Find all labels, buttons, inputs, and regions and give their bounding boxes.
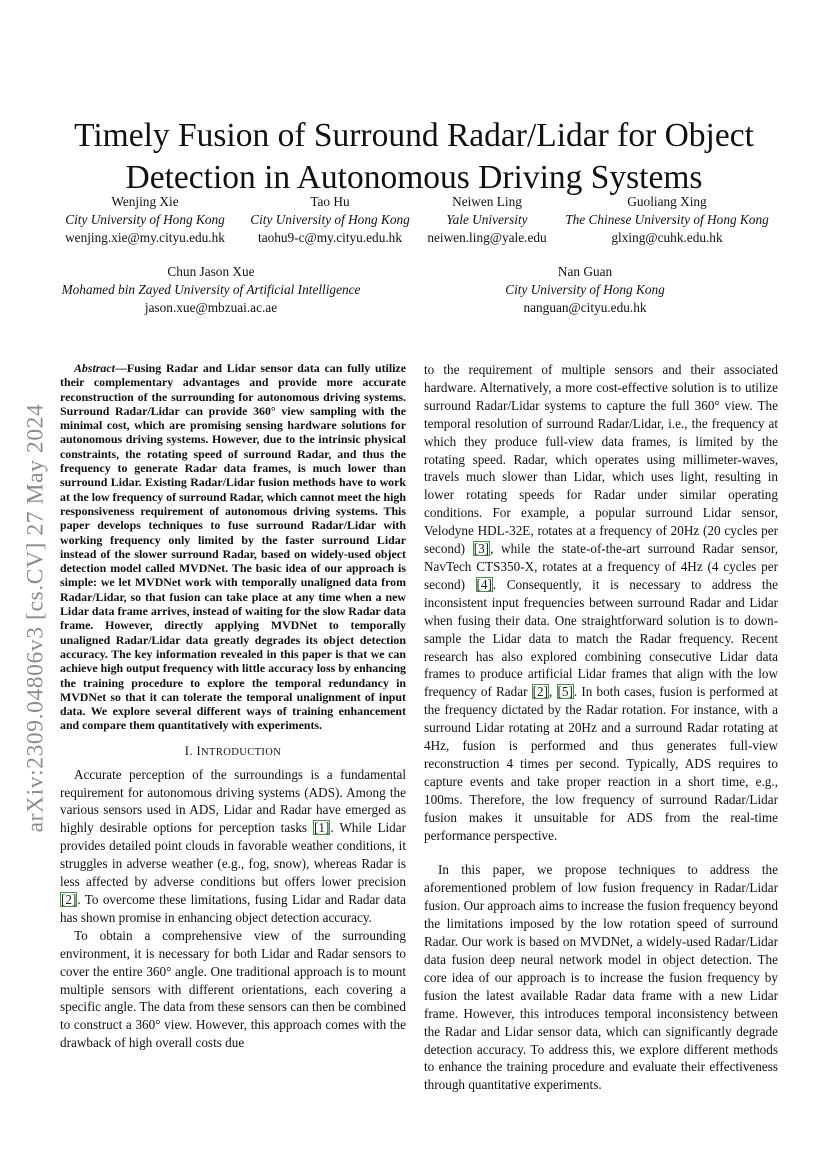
abstract-text: —Fusing Radar and Lidar sensor data can fully utilize their complementary advantages and provide more accurate reconstruction of the surrounding for autonomous driving systems. Surround Radar/Lidar can provide 360° view sampling with the minimal cost, which are promising sensing hardware solutions for autonomous driving systems. However, due to the intrinsic physical constraints, the rotating speed of surround Radar, and thus the frequency to generate Radar data frames, is much lower than surround Lidar. Existing Radar/Lidar fusion methods have to work at the low frequency of surround Radar, which cannot meet the high responsiveness requirement of autonomous driving systems. This paper develops techniques to fuse surround Radar/Lidar with working frequency only limited by the faster surround Lidar instead of the slower surround Radar, based on widely-used object detection model called MVDNet. The basic idea of our approach is simple: we let MVDNet work with temporally unaligned data from Radar/Lidar, so that fusion can take place at any time when a new Lidar data frame arrives, instead of waiting for the slow Radar data frame. However, directly applying MVDNet to temporally unaligned Radar/Lidar data greatly degrades its object detection accuracy. The key information revealed in this paper is that we can achieve high output frequency with little accuracy loss by enhancing the training procedure to explore the temporal redundancy in MVDNet so that it can tolerate the temporal unalignment of input data. We explore several different ways of training enhancement and compare them quantitatively with experiments. — [60, 361, 406, 733]
citation-link[interactable]: [1] — [313, 820, 330, 836]
author-block — [554, 193, 780, 247]
citation-link[interactable]: [4] — [476, 576, 492, 592]
arxiv-identifier: arXiv:2309.04806v3 [cs.CV] 27 May 2024 — [22, 403, 48, 832]
author-name: Wenjing Xie — [111, 194, 179, 209]
intro-paragraph: Accurate perception of the surroundings is a fundamental requirement for autonomous driving systems (ADS). Among the various sensors used in ADS, Lidar and Radar have emerged as highly desirable options for perception tasks [1]. While Lidar provides detailed point clouds in favorable weather conditions, it struggles in adverse weather (e.g., fog, snow), whereas Radar is less affected by adverse conditions but offers lower precision [2]. To overcome these limitations, fusing Lidar and Radar data has shown promise in enhancing object detection accuracy. — [60, 766, 407, 925]
author-affiliation: City University of Hong Kong — [250, 212, 410, 227]
citation-link[interactable]: [2] — [532, 684, 549, 700]
body-paragraph: to the requirement of multiple sensors and their associated hardware. Alternatively, a more cost-effective solution is to utilize surround Radar/Lidar systems to capture the full 360° view. The temporal resolution of surround Radar/Lidar, i.e., the frequency at which they produce full-view data frames, is limited by the rotating speed. Radar, which operates using millimeter-waves, travels much slower than Lidar, which uses light, resulting in lower rotating speeds for Radar under similar operating conditions. For example, a popular surround Lidar sensor, Velodyne HDL-32E, rotates at a frequency of 20Hz (20 cycles per second) [3], while the state-of-the-art surround Radar sensor, NavTech CTS350-X, rotates at a frequency of 4Hz (4 cycles per second) [4]. Consequently, it is necessary to address the inconsistent input frequencies between surround Radar and Lidar when fusing their data. One straightforward solution is to down-sample the Lidar data to match the Radar frequency. Recent research has also explored combining consecutive Lidar data frames to produce artificial Lidar frames that align with the low frequency of Radar [2], [5]. In both cases, fusion is performed at the frequency dictated by the Radar rotation. For instance, with a surround Lidar rotating at 20Hz and a surround Radar rotating at 4Hz, fusion is performed and thus generates full-view reconstruction 4 times per second. Typically, ADS requires to capture events and take proper reaction in a short time, e.g., 100ms. Therefore, the low frequency of surround Radar/Lidar fusion makes it unsuitable for ADS from the real-time performance perspective. — [424, 362, 778, 843]
intro-paragraph: To obtain a comprehensive view of the surrounding environment, it is necessary for both Lidar and Radar sensors to cover the entire 360° angle. One traditional approach is to mount multiple sensors with different orientations, each covering a specific angle. The data from these sensors can then be combined to construct a 360° view. However, this approach comes with the drawback of high overall costs due — [60, 927, 406, 1051]
author-affiliation: City University of Hong Kong — [505, 282, 665, 297]
abstract-label: Abstract — [74, 361, 115, 375]
citation-link[interactable]: [3] — [473, 541, 490, 557]
author-block — [50, 193, 240, 247]
author-block — [420, 193, 554, 247]
author-affiliation: Yale University — [446, 212, 528, 227]
author-email: taohu9-c@my.cityu.edu.hk — [258, 230, 402, 245]
left-column — [60, 361, 406, 1052]
right-column — [424, 361, 778, 1094]
author-block — [40, 263, 382, 317]
paper-title: Timely Fusion of Surround Radar/Lidar for Object Detection in Autonomous Driving Systems — [74, 117, 754, 197]
author-name: Tao Hu — [310, 194, 350, 209]
author-email: jason.xue@mbzuai.ac.ae — [144, 300, 278, 315]
author-block — [240, 193, 420, 247]
body-paragraph: In this paper, we propose techniques to address the aforementioned problem of low fusion frequency in Radar/Lidar fusion. Our approach aims to increase the fusion frequency beyond the limitations imposed by the low rotation speed of surround Radar. Our work is based on MVDNet, a widely-used Radar/Lidar data fusion deep neural network model in object detection. The core idea of our approach is to increase the fusion frequency by fusion the latest available Radar data frame with a new Lidar frame. However, this introduces temporal inconsistency between the Radar and Lidar sensor data, which can significantly degrade detection accuracy. To address this, we explore different methods to enhance the training procedure and evaluate their effectiveness through quantitative experiments. — [424, 862, 778, 1093]
author-name: Nan Guan — [557, 264, 613, 279]
author-email: wenjing.xie@my.cityu.edu.hk — [65, 230, 225, 245]
abstract — [60, 361, 406, 733]
author-email: nanguan@cityu.edu.hk — [523, 300, 647, 315]
author-affiliation: The Chinese University of Hong Kong — [565, 212, 769, 227]
author-affiliation: City University of Hong Kong — [65, 212, 225, 227]
author-name: Guoliang Xing — [627, 194, 707, 209]
section-heading: I. INTRODUCTION — [184, 743, 282, 758]
author-name: Chun Jason Xue — [167, 264, 255, 279]
author-email: glxing@cuhk.edu.hk — [611, 230, 723, 245]
author-affiliation: Mohamed bin Zayed University of Artificial Intelligence — [61, 282, 361, 297]
citation-link[interactable]: [2] — [61, 891, 77, 907]
author-name: Neiwen Ling — [452, 194, 522, 209]
author-email: neiwen.ling@yale.edu — [427, 230, 547, 245]
arxiv-stamp — [8, 360, 63, 875]
author-block — [460, 263, 710, 317]
citation-link[interactable]: [5] — [557, 684, 573, 700]
